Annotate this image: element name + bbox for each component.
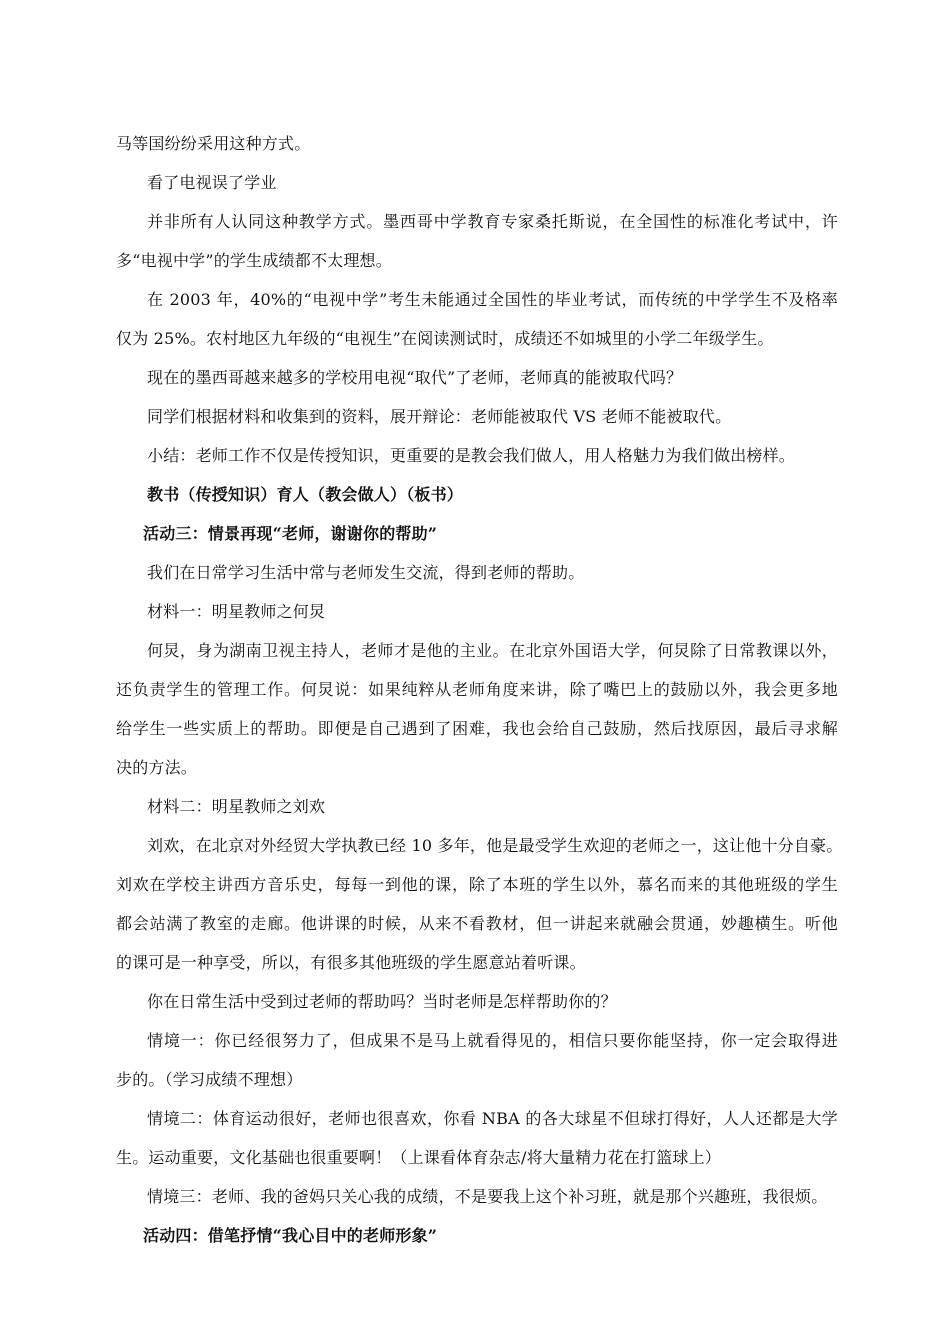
scenario-line: 生。运动重要，文化基础也很重要啊！（上课看体育杂志/将大量精力花在打篮球上） <box>116 1148 721 1167</box>
paragraph-line: 刘欢，在北京对外经贸大学执教已经 10 多年，他是最受学生欢迎的老师之一，这让他十分自豪。 <box>147 836 843 855</box>
material-heading: 材料二：明星教师之刘欢 <box>147 797 326 816</box>
section-subtitle: 看了电视误了学业 <box>147 173 277 192</box>
scenario-line: 情境二：体育运动很好，老师也很喜欢，你看 NBA 的各大球星不但球打得好，人人还都是大学 <box>147 1109 838 1128</box>
paragraph-line: 还负责学生的管理工作。何炅说：如果纯粹从老师角度来讲，除了嘴巴上的鼓励以外，我会更多地 <box>116 680 838 699</box>
blackboard-note: 教书（传授知识）育人（教会做人）（板书） <box>147 485 464 504</box>
paragraph-line: 现在的墨西哥越来越多的学校用电视“取代”了老师，老师真的能被取代吗？ <box>147 368 683 387</box>
paragraph-line: 马等国纷纷采用这种方式。 <box>116 134 311 153</box>
paragraph-line: 都会站满了教室的走廊。他讲课的时候，从来不看教材，但一讲起来就融会贯通，妙趣横生。听他 <box>116 914 838 933</box>
paragraph-line: 多“电视中学”的学生成绩都不太理想。 <box>116 251 392 270</box>
paragraph-line: 并非所有人认同这种教学方式。墨西哥中学教育专家桑托斯说，在全国性的标准化考试中，许 <box>147 212 838 231</box>
paragraph-line: 何炅，身为湖南卫视主持人，老师才是他的主业。在北京外国语大学，何炅除了日常教课以外， <box>147 641 838 660</box>
scenario-line: 步的。（学习成绩不理想） <box>116 1070 303 1089</box>
paragraph-line: 的课可是一种享受，所以，有很多其他班级的学生愿意站着听课。 <box>116 953 586 972</box>
paragraph-line: 刘欢在学校主讲西方音乐史，每每一到他的课，除了本班的学生以外，慕名而来的其他班级的学生 <box>116 875 838 894</box>
activity-heading: 活动四：借笔抒情“我心目中的老师形象” <box>143 1226 438 1245</box>
paragraph-line: 在 2003 年，40%的“电视中学”考生未能通过全国性的毕业考试，而传统的中学学生不及格率 <box>147 290 838 309</box>
paragraph-line: 给学生一些实质上的帮助。即便是自己遇到了困难，我也会给自己鼓励，然后找原因，最后寻求解 <box>116 719 838 738</box>
summary-line: 小结：老师工作不仅是传授知识，更重要的是教会我们做人，用人格魅力为我们做出榜样。 <box>147 446 796 465</box>
paragraph-line: 同学们根据材料和收集到的资料，展开辩论：老师能被取代 VS 老师不能被取代。 <box>147 407 732 426</box>
scenario-line: 情境三：老师、我的爸妈只关心我的成绩，不是要我上这个补习班，就是那个兴趣班，我很烦。 <box>147 1187 828 1206</box>
activity-heading: 活动三：情景再现“老师，谢谢你的帮助” <box>143 524 438 543</box>
material-heading: 材料一：明星教师之何炅 <box>147 602 326 621</box>
paragraph-line: 我们在日常学习生活中常与老师发生交流，得到老师的帮助。 <box>147 563 585 582</box>
scenario-line: 情境一：你已经很努力了，但成果不是马上就看得见的，相信只要你能坚持，你一定会取得进 <box>147 1031 838 1050</box>
paragraph-line: 仅为 25%。农村地区九年级的“电视生”在阅读测试时，成绩还不如城里的小学二年级学生。 <box>116 329 774 348</box>
paragraph-line: 决的方法。 <box>116 758 198 777</box>
question-line: 你在日常生活中受到过老师的帮助吗？当时老师是怎样帮助你的？ <box>147 992 617 1011</box>
